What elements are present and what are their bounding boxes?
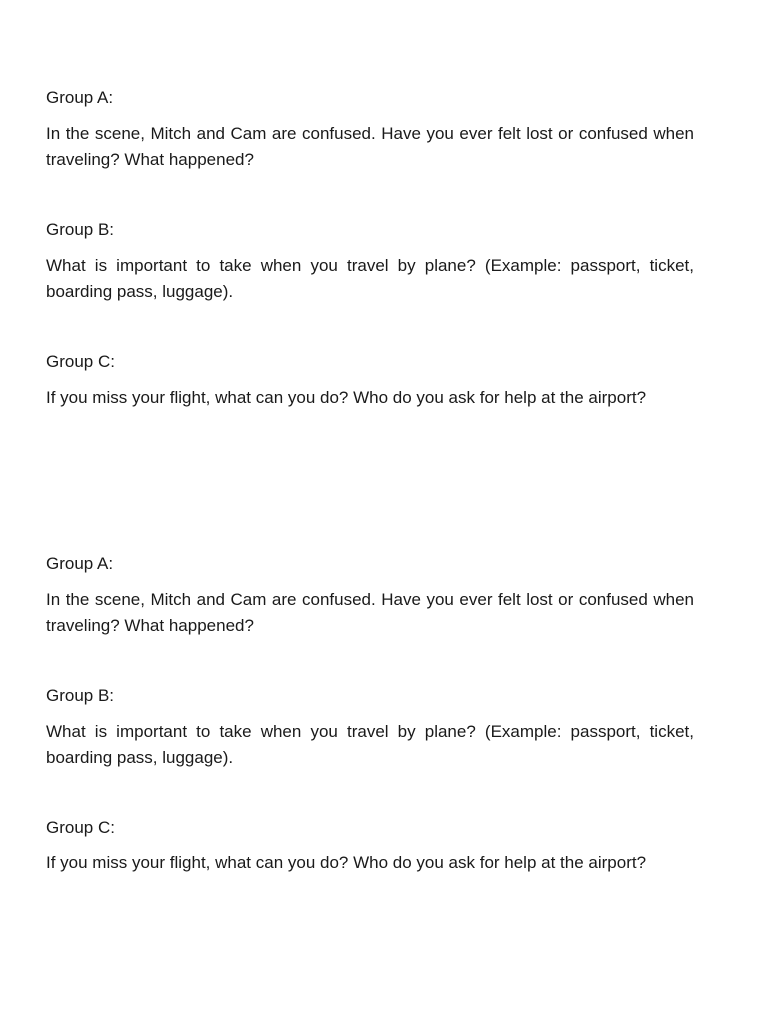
group-a-label: Group A: [46, 88, 114, 107]
group-a-question: In the scene, Mitch and Cam are confused. Have you ever felt lost or confused when traveling? What happened? [46, 590, 694, 635]
group-b-question: What is important to take when you travel by plane? (Example: passport, ticket, boarding pass, luggage). [46, 256, 694, 301]
group-a-label: Group A: [46, 554, 114, 573]
group-c-label: Group C: [46, 352, 115, 371]
group-b-question: What is important to take when you travel by plane? (Example: passport, ticket, boarding pass, luggage). [46, 722, 694, 767]
group-c-label: Group C: [46, 818, 115, 837]
group-c-question: If you miss your flight, what can you do? Who do you ask for help at the airport? [46, 388, 647, 407]
group-b-label: Group B: [46, 220, 115, 239]
group-c-question: If you miss your flight, what can you do? Who do you ask for help at the airport? [46, 853, 647, 872]
group-b-label: Group B: [46, 686, 115, 705]
group-a-question: In the scene, Mitch and Cam are confused. Have you ever felt lost or confused when traveling? What happened? [46, 124, 694, 169]
